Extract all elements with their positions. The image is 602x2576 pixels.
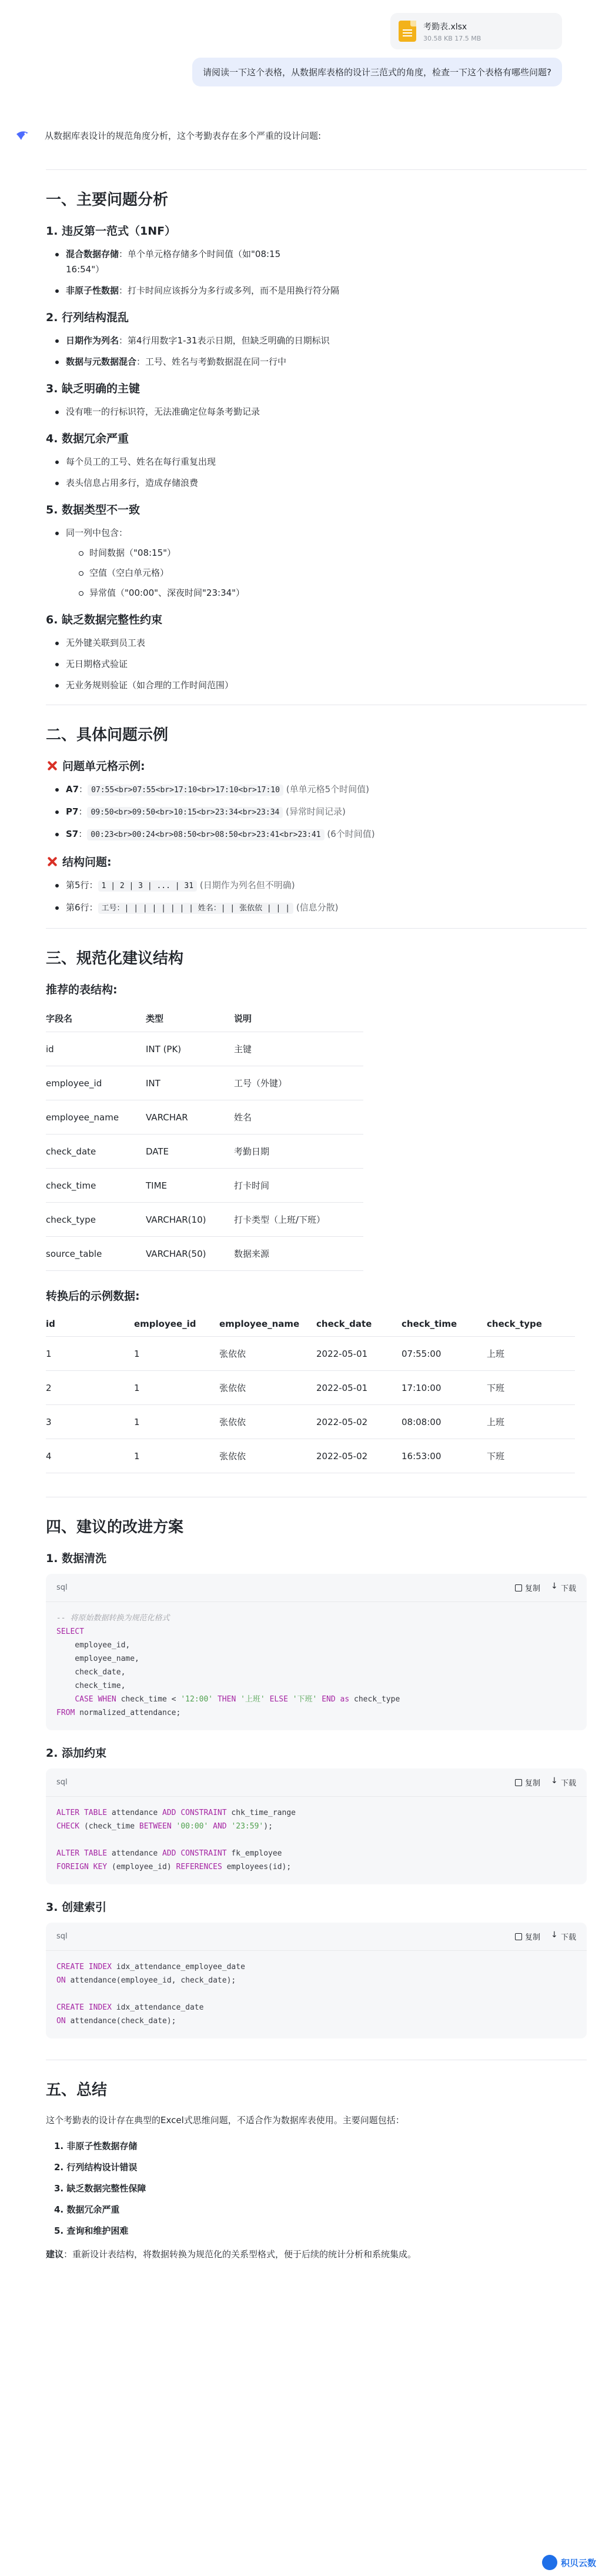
- table-header: check_type: [487, 1312, 575, 1337]
- list-item: 每个员工的工号、姓名在每行重复出现: [54, 454, 587, 469]
- list-item: 非原子性数据：打卡时间应该拆分为多行或多列，而不是用换行符分隔: [54, 283, 587, 298]
- list-item: 混合数据存储：单个单元格存储多个时间值（如"08:15 16:54"）: [54, 246, 587, 277]
- table-cell: VARCHAR(10): [146, 1203, 234, 1237]
- bullet-list: [54, 782, 587, 843]
- table-header: id: [46, 1312, 134, 1337]
- table-row: [46, 1337, 575, 1371]
- divider: [46, 928, 587, 929]
- code-content: CREATE INDEX idx_attendance_employee_date ON attendance(employee_id, check_date); CREATE INDEX idx_attendance_date ON attendance(check_date);: [56, 1963, 245, 2026]
- table-cell: 2022-05-01: [316, 1371, 402, 1405]
- assistant-answer: [46, 158, 587, 2262]
- list-item: 第6行： 工号：| | | | | | | | 姓名：| | 张依依 | | | (信息分散): [54, 900, 587, 916]
- table-cell: check_date: [46, 1134, 146, 1169]
- copy-button[interactable]: 复制: [515, 1931, 540, 1942]
- table-cell: 1: [134, 1439, 219, 1473]
- table-cell: employee_name: [46, 1100, 146, 1134]
- table-cell: 主键: [234, 1032, 363, 1066]
- subsection-title: 3. 缺乏明确的主键: [46, 382, 141, 395]
- bullet-list: [54, 525, 587, 600]
- table-row: [46, 1100, 363, 1134]
- table-cell: 上班: [487, 1337, 575, 1371]
- code-content: ALTER TABLE attendance ADD CONSTRAINT chk_time_range CHECK (check_time BETWEEN '00:00' AND '23:59'); ALTER TABLE attendance ADD CONSTRAINT fk_employee FOREIGN KEY (employee_id) REFERENCES employees(id);: [56, 1808, 296, 1871]
- list-item: 异常值（"00:00"、深夜时间"23:34"）: [78, 585, 587, 600]
- table-cell: TIME: [146, 1169, 234, 1203]
- table-cell: 上班: [487, 1405, 575, 1439]
- code-language: sql: [56, 1932, 68, 1941]
- table-cell: 2022-05-02: [316, 1439, 402, 1473]
- table-cell: employee_id: [46, 1066, 146, 1100]
- table-cell: 1: [46, 1337, 134, 1371]
- subsection-title: 推荐的表结构:: [46, 983, 118, 996]
- subsection-title: 转换后的示例数据:: [46, 1290, 140, 1303]
- watermark-logo-icon: [542, 2555, 557, 2570]
- table-cell: 打卡时间: [234, 1169, 363, 1203]
- watermark: 积贝云数: [542, 2555, 596, 2570]
- sample-data-table: [46, 1312, 575, 1473]
- table-cell: 考勤日期: [234, 1134, 363, 1169]
- attachment-meta: 30.58 KB 17.5 MB: [423, 34, 481, 42]
- bullet-list: [54, 877, 587, 916]
- summary-text: 这个考勤表的设计存在典型的Excel式思维问题，不适合作为数据库表使用。主要问题包括：: [46, 2115, 404, 2125]
- code-language: sql: [56, 1583, 68, 1592]
- section-title: 二、具体问题示例: [46, 726, 169, 744]
- copy-button[interactable]: 复制: [515, 1582, 540, 1593]
- list-item: 2. 行列结构设计错误: [54, 2162, 138, 2173]
- table-cell: 1: [134, 1405, 219, 1439]
- download-icon: [551, 1584, 558, 1591]
- list-item: 无日期格式验证: [54, 656, 587, 672]
- list-item: 1. 非原子性数据存储: [54, 2141, 138, 2151]
- table-cell: 数据来源: [234, 1237, 363, 1271]
- bullet-list: [54, 454, 587, 490]
- table-cell: id: [46, 1032, 146, 1066]
- table-cell: 工号（外键）: [234, 1066, 363, 1100]
- copy-icon: [515, 1584, 522, 1591]
- table-cell: 1: [134, 1371, 219, 1405]
- copy-button[interactable]: 复制: [515, 1777, 540, 1788]
- table-cell: DATE: [146, 1134, 234, 1169]
- table-cell: 4: [46, 1439, 134, 1473]
- table-cell: 下班: [487, 1371, 575, 1405]
- summary-list: [54, 2138, 587, 2238]
- table-cell: source_table: [46, 1237, 146, 1271]
- list-item: 数据与元数据混合：工号、姓名与考勤数据混在同一行中: [54, 354, 587, 369]
- list-item: 3. 缺乏数据完整性保障: [54, 2183, 146, 2194]
- list-item: 表头信息占用多行，造成存储浪费: [54, 475, 587, 490]
- subsection-title: 3. 创建索引: [46, 1901, 107, 1914]
- user-message: 请阅读一下这个表格，从数据库表格的设计三范式的角度，检查一下这个表格有哪些问题?: [192, 58, 562, 86]
- table-row: [46, 1439, 575, 1473]
- code-language: sql: [56, 1778, 68, 1787]
- subsection-title: 问题单元格示例:: [46, 758, 587, 773]
- bullet-list: [54, 635, 587, 693]
- code-block: [46, 1923, 587, 2038]
- sub-list: [78, 545, 587, 600]
- list-item: 4. 数据冗余严重: [54, 2204, 120, 2215]
- table-cell: 下班: [487, 1439, 575, 1473]
- table-row: [46, 1032, 363, 1066]
- code-block: [46, 1574, 587, 1730]
- schema-table: [46, 1005, 363, 1271]
- table-cell: 17:10:00: [402, 1371, 487, 1405]
- subsection-title: 6. 缺乏数据完整性约束: [46, 613, 163, 626]
- table-cell: 08:08:00: [402, 1405, 487, 1439]
- table-cell: INT: [146, 1066, 234, 1100]
- subsection-title: 5. 数据类型不一致: [46, 503, 141, 516]
- table-row: [46, 1066, 363, 1100]
- table-header: employee_id: [134, 1312, 219, 1337]
- table-cell: 3: [46, 1405, 134, 1439]
- table-header: check_date: [316, 1312, 402, 1337]
- list-item: 5. 查询和维护困难: [54, 2225, 129, 2236]
- subsection-title: 4. 数据冗余严重: [46, 432, 129, 445]
- cross-mark-icon: [46, 855, 59, 868]
- code-header: [46, 1923, 587, 1951]
- code-header: [46, 1769, 587, 1797]
- table-row: [46, 1237, 363, 1271]
- list-item: 第5行： 1 | 2 | 3 | ... | 31 (日期作为列名但不明确): [54, 877, 587, 894]
- table-cell: 张依依: [219, 1337, 316, 1371]
- subsection-title: 2. 行列结构混乱: [46, 311, 129, 324]
- table-cell: 07:55:00: [402, 1337, 487, 1371]
- list-item: P7： 09:50<br>09:50<br>10:15<br>23:34<br>23:34 (异常时间记录): [54, 804, 587, 820]
- assistant-intro: 从数据库表设计的规范角度分析，这个考勤表存在多个严重的设计问题:: [45, 131, 322, 141]
- subsection-title: 2. 添加约束: [46, 1747, 107, 1760]
- advice-text: 建议：重新设计表结构，将数据转换为规范化的关系型格式，便于后续的统计分析和系统集成。: [46, 2249, 417, 2260]
- table-cell: 姓名: [234, 1100, 363, 1134]
- table-row: [46, 1203, 363, 1237]
- bullet-list: [54, 404, 587, 419]
- table-header: 说明: [234, 1005, 363, 1032]
- spreadsheet-file-icon: [399, 21, 416, 42]
- table-header: 类型: [146, 1005, 234, 1032]
- table-cell: 2: [46, 1371, 134, 1405]
- list-item: 没有唯一的行标识符，无法准确定位每条考勤记录: [54, 404, 587, 419]
- download-icon: [551, 1933, 558, 1940]
- cross-mark-icon: [46, 759, 59, 772]
- download-button[interactable]: ↓ 下载: [551, 1582, 576, 1593]
- list-item: 时间数据（"08:15"）: [78, 545, 587, 560]
- table-header: 字段名: [46, 1005, 146, 1032]
- assistant-logo-icon: [14, 128, 31, 145]
- table-cell: check_type: [46, 1203, 146, 1237]
- section-title: 一、主要问题分析: [46, 191, 169, 209]
- subsection-title: 1. 数据清洗: [46, 1552, 107, 1565]
- attachment-name: 考勤表.xlsx: [423, 22, 467, 32]
- list-item: A7： 07:55<br>07:55<br>17:10<br>17:10<br>17:10 (单单元格5个时间值): [54, 782, 587, 798]
- table-cell: 2022-05-01: [316, 1337, 402, 1371]
- section-title: 四、建议的改进方案: [46, 1519, 184, 1536]
- list-item: 无业务规则验证（如合理的工作时间范围）: [54, 678, 587, 693]
- table-cell: check_time: [46, 1169, 146, 1203]
- list-item: 空值（空白单元格）: [78, 565, 587, 580]
- list-item: 无外键关联到员工表: [54, 635, 587, 650]
- code-block: [46, 1769, 587, 1884]
- download-button[interactable]: ↓ 下载: [551, 1931, 576, 1942]
- section-title: 五、总结: [46, 2081, 108, 2099]
- list-item: 同一列中包含： 时间数据（"08:15"） 空值（空白单元格） 异常值（"00:00"、深夜时间"23:34"）: [54, 525, 587, 600]
- copy-icon: [515, 1933, 522, 1940]
- code-content: -- 将原始数据转换为规范化格式 SELECT employee_id, employee_name, check_date, check_time, CASE WHEN check_time < '12:00' THEN '上班' ELSE '下班' END as check_type FROM normalized_attendance;: [56, 1614, 400, 1717]
- list-item: 日期作为列名：第4行用数字1-31表示日期，但缺乏明确的日期标识: [54, 333, 587, 348]
- subsection-title: 结构问题:: [46, 853, 587, 869]
- attachment-card[interactable]: [390, 13, 562, 49]
- table-cell: 2022-05-02: [316, 1405, 402, 1439]
- divider: [46, 169, 587, 170]
- table-cell: 1: [134, 1337, 219, 1371]
- table-header: check_time: [402, 1312, 487, 1337]
- bullet-list: [54, 333, 587, 369]
- table-cell: 打卡类型（上班/下班）: [234, 1203, 363, 1237]
- code-header: [46, 1574, 587, 1602]
- list-item: S7： 00:23<br>00:24<br>08:50<br>08:50<br>23:41<br>23:41 (6个时间值): [54, 826, 587, 843]
- download-button[interactable]: ↓ 下载: [551, 1777, 576, 1788]
- table-cell: 16:53:00: [402, 1439, 487, 1473]
- table-row: [46, 1134, 363, 1169]
- table-cell: VARCHAR(50): [146, 1237, 234, 1271]
- subsection-title: 1. 违反第一范式（1NF）: [46, 225, 176, 238]
- table-row: [46, 1169, 363, 1203]
- copy-icon: [515, 1779, 522, 1786]
- download-icon: [551, 1779, 558, 1786]
- bullet-list: [54, 246, 587, 298]
- table-cell: 张依依: [219, 1439, 316, 1473]
- table-row: [46, 1371, 575, 1405]
- table-cell: 张依依: [219, 1405, 316, 1439]
- table-cell: VARCHAR: [146, 1100, 234, 1134]
- section-title: 三、规范化建议结构: [46, 950, 184, 967]
- table-header: employee_name: [219, 1312, 316, 1337]
- table-cell: 张依依: [219, 1371, 316, 1405]
- table-row: [46, 1405, 575, 1439]
- table-cell: INT (PK): [146, 1032, 234, 1066]
